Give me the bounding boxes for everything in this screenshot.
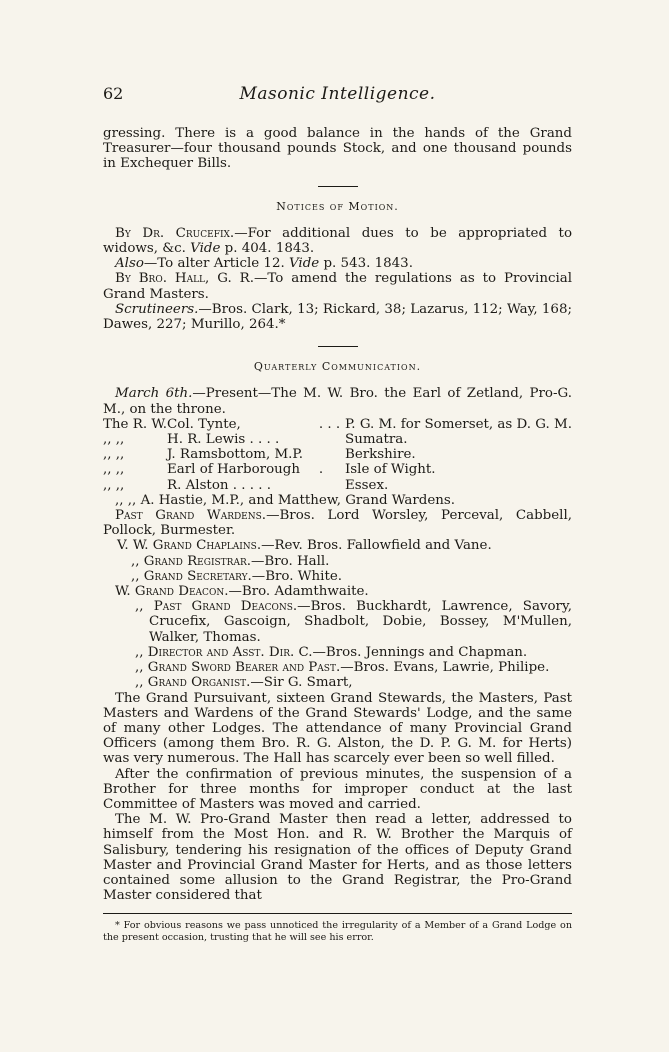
- officer-cell-col3: . . .: [318, 416, 341, 432]
- notice-2-also: Also: [115, 256, 144, 272]
- notice-item-3: [103, 271, 572, 301]
- notice-2-vide: Vide: [288, 256, 320, 272]
- secretary-prefix: ,,: [131, 568, 140, 584]
- officer-cell-col2: H. R. Lewis . . . .: [167, 432, 280, 448]
- notices-heading: Notices of Motion.: [276, 199, 399, 213]
- footnote: * For obvious reasons we pass unnoticed the irregularity of a Member of a Grand Lodge on the present occasion, trusting that he will see his error.: [103, 920, 572, 944]
- registrar-line: [103, 554, 572, 569]
- running-title: Masonic Intelligence.: [239, 84, 436, 104]
- officer-cell-col3: [319, 478, 345, 493]
- officer-cell-col3: .: [318, 462, 324, 478]
- organist-text: —Sir G. Smart,: [250, 675, 353, 691]
- director-text: —Bros. Jennings and Chapman.: [312, 644, 528, 660]
- officer-cell-col1: ,, ,,: [103, 447, 125, 463]
- officer-cell-col1: ,, ,,: [103, 462, 125, 478]
- notice-3-text: —To amend the regulations as to Provincial Grand Masters.: [103, 271, 573, 302]
- sword-prefix: ,,: [135, 660, 144, 676]
- body-paragraph-2: After the confirmation of previous minutes, the suspension of a Brother for three months for improper conduct at the last Committee of Masters was moved and carried.: [103, 766, 572, 812]
- scrutineers-text: —Bros. Clark, 13; Rickard, 38; Lazarus, 112; Way, 168; Dawes, 227; Murillo, 264.*: [103, 301, 572, 333]
- deacon-line: [103, 584, 572, 599]
- officer-cell-col1: ,, ,,: [103, 432, 125, 448]
- present-text: —Present—The M. W. Bro. the Earl of Zetland, Pro-G. M., on the throne.: [103, 386, 572, 417]
- officer-cell-col2: J. Ramsbottom, M.P.: [167, 447, 303, 463]
- body-paragraph-1: The Grand Pursuivant, sixteen Grand Stewards, the Masters, Past Masters and Wardens of the Grand Stewards' Lodge, and the same of many other Lodges. The attendance of many Provincial Grand Officers (among them Bro. R. G. Alston, the D. P. G. M. for Herts) was very numerous. The Hall has scarcely ever been so well filled.: [103, 690, 572, 767]
- secretary-label: Grand Secretary.: [143, 568, 252, 584]
- footnote-rule: [103, 913, 572, 914]
- page-body: [103, 126, 572, 944]
- past-deacons-line: [103, 599, 572, 645]
- officer-cell-col4: Sumatra.: [345, 432, 408, 448]
- past-deacons-prefix: ,,: [135, 599, 144, 615]
- body-paragraph-3: The M. W. Pro-Grand Master then read a letter, addressed to himself from the Most Hon. and R. W. Brother the Marquis of Salisbury, tendering his resignation of the offices of Deputy Grand Master and Provincial Grand Master for Herts, and as those letters contained some allusion to the Grand Registrar, the Pro-Grand Master considered that: [103, 812, 572, 904]
- director-label: Director and Asst. Dir. C.: [147, 644, 313, 660]
- chaplains-label: V. W. Grand Chaplains.: [117, 538, 262, 554]
- chaplains-line: [103, 538, 572, 553]
- officer-row: [103, 447, 572, 462]
- notice-2-text: —To alter Article 12.: [143, 256, 285, 272]
- notice-1-mover: By Dr. Crucefix.: [115, 225, 235, 241]
- officer-cell-col4: Berkshire.: [345, 447, 416, 463]
- page-header: [103, 84, 572, 106]
- officer-cell-col4: P. G. M. for Somerset, as D. G. M.: [345, 416, 572, 432]
- present-line: [103, 386, 572, 416]
- page-number: 62: [103, 84, 124, 103]
- notice-2-ref: p. 543. 1843.: [323, 256, 413, 272]
- notice-1-vide: Vide: [190, 241, 221, 257]
- chaplains-text: —Rev. Bros. Fallowfield and Vane.: [261, 538, 492, 554]
- past-wardens-line: [103, 508, 572, 538]
- deacon-label: W. Grand Deacon.: [115, 584, 229, 600]
- registrar-label: Grand Registrar.: [143, 553, 251, 569]
- officer-cell-col4: Essex.: [345, 477, 389, 493]
- wardens-text: A. Hastie, M.P., and Matthew, Grand Wardens.: [140, 492, 456, 508]
- registrar-prefix: ,,: [131, 553, 140, 569]
- officer-row: [103, 417, 572, 432]
- scrutineers-label: Scrutineers.: [115, 301, 199, 317]
- sword-text: —Bros. Evans, Lawrie, Philipe.: [340, 660, 550, 676]
- past-deacons-text: —Bros. Buckhardt, Lawrence, Savory, Crucefix, Gascoign, Shadbolt, Dobie, Bossey, M'Mullen, Walker, Thomas.: [149, 599, 573, 645]
- secretary-line: [103, 569, 572, 584]
- officer-row: [103, 462, 572, 477]
- past-deacons-label: Past Grand Deacons.: [153, 599, 298, 615]
- organist-label: Grand Organist.: [147, 675, 251, 691]
- officer-cell-col3: [319, 447, 345, 462]
- notice-3-mover: By Bro. Hall, G. R.: [115, 271, 254, 287]
- wardens-prefix: ,, ,,: [115, 492, 137, 508]
- notice-1-text: —For additional dues to be appropriated to widows, &c.: [103, 225, 573, 257]
- organist-prefix: ,,: [135, 675, 144, 691]
- officer-cell-col2: Col. Tynte,: [167, 416, 241, 432]
- officers-table: [103, 417, 572, 493]
- deacon-text: —Bro. Adamthwaite.: [228, 584, 369, 600]
- officer-cell-col1: The R. W.: [103, 416, 168, 432]
- scrutineers-line: [103, 302, 572, 332]
- officer-row: [103, 432, 572, 447]
- officer-cell-col2: Earl of Harborough: [167, 462, 300, 478]
- director-prefix: ,,: [135, 644, 144, 660]
- wardens-line: [103, 493, 572, 508]
- officer-cell-col1: ,, ,,: [103, 477, 125, 493]
- meeting-date: March 6th.: [115, 386, 193, 402]
- officer-cell-col4: Isle of Wight.: [345, 462, 436, 478]
- officer-cell-col2: R. Alston . . . . .: [167, 477, 272, 493]
- intro-paragraph: gressing. There is a good balance in the hands of the Grand Treasurer—four thousand pounds Stock, and one thousand pounds in Exchequer Bills.: [103, 126, 572, 172]
- director-line: [103, 645, 572, 660]
- organist-line: [103, 675, 572, 690]
- quarterly-heading: Quarterly Communication.: [253, 360, 422, 374]
- officer-row: [103, 478, 572, 493]
- secretary-text: —Bro. White.: [251, 568, 343, 584]
- registrar-text: —Bro. Hall.: [250, 553, 330, 569]
- past-wardens-text: —Bros. Lord Worsley, Perceval, Cabbell, Pollock, Burmester.: [103, 508, 572, 539]
- notice-item-1: [103, 226, 572, 256]
- sword-bearer-line: [103, 660, 572, 675]
- notice-item-2: [103, 256, 572, 271]
- notice-1-ref: p. 404. 1843.: [224, 241, 315, 257]
- past-wardens-label: Past Grand Wardens.: [115, 508, 267, 524]
- section-divider: [318, 186, 358, 187]
- officer-cell-col3: [319, 432, 345, 447]
- sword-label: Grand Sword Bearer and Past.: [147, 660, 341, 676]
- section-divider: [318, 346, 358, 347]
